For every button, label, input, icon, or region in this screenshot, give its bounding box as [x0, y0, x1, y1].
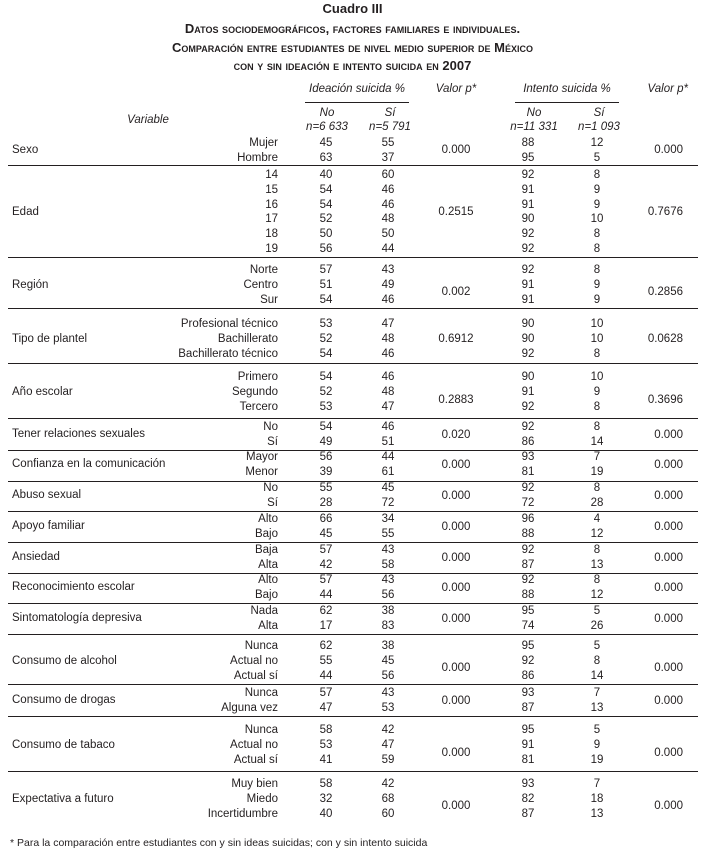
- p-value-intento: 0.000: [654, 662, 683, 674]
- intento-si-value: 7: [593, 778, 601, 790]
- ideacion-no-value: 55: [319, 654, 333, 667]
- intento-no-value: 88: [521, 137, 535, 149]
- ideacion-si-value: 43: [381, 264, 395, 276]
- category-label: 17: [265, 213, 278, 226]
- intento-si-value: 13: [590, 701, 604, 714]
- column-header-intento-no: No: [526, 107, 542, 119]
- ideacion-no-value: 40: [319, 169, 333, 181]
- intento-underline: [515, 102, 619, 103]
- ideacion-no-value: 40: [319, 807, 333, 820]
- p-value-intento: 0.000: [654, 800, 683, 812]
- ideacion-underline: [305, 102, 409, 103]
- intento-no-value: 95: [521, 151, 535, 164]
- intento-si-value: 8: [593, 243, 601, 255]
- ideacion-no-value: 57: [319, 544, 333, 556]
- intento-no-value: 91: [521, 278, 535, 291]
- ideacion-si-value: 56: [381, 588, 395, 601]
- ideacion-si-n: n=5 791: [369, 121, 411, 133]
- intento-si-value: 5: [593, 640, 601, 652]
- variable-label: Ansiedad: [12, 551, 60, 564]
- intento-si-value: 9: [593, 738, 601, 751]
- category-label: Actual no: [230, 738, 278, 751]
- ideacion-no-value: 58: [319, 778, 333, 790]
- group-divider: [8, 418, 698, 419]
- category-label: Tercero: [239, 400, 278, 413]
- ideacion-no-value: 54: [319, 371, 333, 383]
- p-value-ideacion: 0.002: [441, 286, 471, 298]
- ideacion-si-value: 38: [381, 605, 395, 617]
- variable-label: Tener relaciones sexuales: [12, 428, 145, 441]
- variable-label: Consumo de alcohol: [12, 654, 117, 667]
- ideacion-si-value: 83: [381, 619, 395, 632]
- intento-no-value: 93: [521, 687, 535, 699]
- p-value-ideacion: 0.6912: [438, 333, 474, 345]
- intento-no-value: 92: [521, 421, 535, 433]
- p-value-ideacion: 0.2515: [438, 206, 474, 218]
- intento-no-value: 92: [521, 264, 535, 276]
- intento-no-value: 90: [521, 371, 535, 383]
- ideacion-no-value: 32: [319, 792, 333, 805]
- ideacion-no-value: 47: [319, 701, 333, 714]
- ideacion-si-value: 45: [381, 482, 395, 494]
- ideacion-no-value: 54: [319, 183, 333, 196]
- ideacion-no-value: 39: [319, 465, 333, 478]
- variable-label: Reconocimiento escolar: [12, 581, 135, 594]
- ideacion-no-value: 62: [319, 605, 333, 617]
- intento-no-value: 87: [521, 807, 535, 820]
- variable-label: Consumo de tabaco: [12, 738, 115, 751]
- category-label: Sí: [267, 496, 278, 509]
- ideacion-no-value: 57: [319, 264, 333, 276]
- intento-no-value: 95: [521, 724, 535, 736]
- variable-label: Tipo de plantel: [12, 332, 88, 345]
- intento-no-value: 92: [521, 544, 535, 556]
- p-value-intento: 0.7676: [647, 206, 683, 218]
- p-value-intento: 0.000: [654, 429, 683, 441]
- p-value-ideacion: 0.000: [441, 800, 471, 812]
- ideacion-si-value: 46: [381, 347, 395, 360]
- intento-no-value: 92: [521, 243, 535, 255]
- variable-label: Sexo: [12, 144, 39, 157]
- ideacion-si-value: 43: [381, 574, 395, 586]
- p-value-intento: 0.0628: [647, 333, 683, 345]
- group-divider: [8, 257, 698, 258]
- ideacion-no-value: 63: [319, 151, 333, 164]
- category-label: Norte: [249, 264, 278, 276]
- ideacion-si-value: 47: [381, 738, 395, 751]
- p-value-intento: 0.000: [654, 459, 683, 471]
- category-label: Bachillerato: [217, 332, 278, 345]
- ideacion-si-value: 55: [381, 527, 395, 540]
- p-value-ideacion: 0.2883: [438, 394, 474, 406]
- p-value-intento: 0.000: [654, 552, 683, 564]
- intento-si-value: 10: [590, 318, 604, 330]
- ideacion-no-n: n=6 633: [306, 121, 348, 133]
- ideacion-si-value: 44: [381, 243, 395, 255]
- intento-si-value: 10: [590, 332, 604, 345]
- intento-si-value: 8: [593, 421, 601, 433]
- column-header-ideacion-si: Sí: [384, 107, 396, 119]
- column-header-valor-p-intento: Valor p*: [647, 83, 688, 95]
- intento-no-value: 95: [521, 640, 535, 652]
- intento-si-value: 7: [593, 687, 601, 699]
- intento-no-value: 90: [521, 332, 535, 345]
- ideacion-si-value: 60: [381, 169, 395, 181]
- intento-no-value: 90: [521, 318, 535, 330]
- intento-si-value: 13: [590, 558, 604, 571]
- ideacion-no-value: 44: [319, 588, 333, 601]
- variable-label: Confianza en la comunicación: [12, 458, 166, 471]
- table-title-line-2: Comparación entre estudiantes de nivel medio superior de México: [172, 40, 533, 55]
- intento-si-value: 9: [593, 183, 601, 196]
- intento-si-value: 7: [593, 451, 601, 463]
- intento-si-value: 9: [593, 278, 601, 291]
- ideacion-no-value: 62: [319, 640, 333, 652]
- category-label: Miedo: [246, 792, 278, 805]
- ideacion-si-value: 55: [381, 137, 395, 149]
- ideacion-no-value: 53: [319, 318, 333, 330]
- category-label: Muy bien: [231, 778, 278, 790]
- intento-si-value: 18: [590, 792, 604, 805]
- intento-si-value: 8: [593, 228, 601, 241]
- intento-no-value: 88: [521, 527, 535, 540]
- category-label: Centro: [243, 278, 278, 291]
- ideacion-no-value: 52: [319, 332, 333, 345]
- category-label: Baja: [254, 544, 278, 556]
- ideacion-no-value: 42: [319, 558, 333, 571]
- category-label: Hombre: [237, 151, 278, 164]
- intento-no-value: 92: [521, 228, 535, 241]
- intento-si-value: 5: [593, 724, 601, 736]
- group-divider: [8, 771, 698, 772]
- intento-si-value: 19: [590, 465, 604, 478]
- ideacion-no-value: 54: [319, 293, 333, 306]
- intento-no-value: 91: [521, 385, 535, 398]
- ideacion-no-value: 57: [319, 687, 333, 699]
- ideacion-no-value: 52: [319, 213, 333, 226]
- ideacion-si-value: 50: [381, 228, 395, 241]
- intento-si-value: 28: [590, 496, 604, 509]
- ideacion-no-value: 17: [319, 619, 333, 632]
- intento-no-value: 86: [521, 669, 535, 682]
- ideacion-no-value: 54: [319, 421, 333, 433]
- group-divider: [8, 308, 698, 309]
- category-label: 18: [265, 228, 278, 241]
- column-header-valor-p-ideacion: Valor p*: [435, 83, 477, 95]
- intento-si-value: 8: [593, 654, 601, 667]
- category-label: Profesional técnico: [180, 318, 278, 330]
- p-value-ideacion: 0.000: [441, 490, 471, 502]
- ideacion-no-value: 51: [319, 278, 333, 291]
- category-label: Sur: [260, 293, 278, 306]
- p-value-intento: 0.000: [654, 144, 683, 156]
- p-value-intento: 0.000: [654, 695, 683, 707]
- intento-no-value: 93: [521, 451, 535, 463]
- intento-no-value: 95: [521, 605, 535, 617]
- table-caption: Cuadro III: [322, 1, 383, 16]
- ideacion-no-value: 50: [319, 228, 333, 241]
- ideacion-no-value: 28: [319, 496, 333, 509]
- intento-no-value: 91: [521, 198, 535, 211]
- ideacion-no-value: 57: [319, 574, 333, 586]
- intento-no-value: 86: [521, 435, 535, 448]
- intento-no-value: 91: [521, 293, 535, 306]
- category-label: Sí: [267, 435, 278, 448]
- intento-si-value: 13: [590, 807, 604, 820]
- p-value-intento: 0.3696: [647, 394, 683, 406]
- category-label: Alta: [258, 619, 278, 632]
- column-header-variable: Variable: [127, 114, 169, 126]
- variable-label: Expectativa a futuro: [12, 792, 114, 805]
- intento-si-value: 12: [590, 588, 604, 601]
- category-label: 14: [265, 169, 278, 181]
- group-divider: [8, 684, 698, 685]
- category-label: Nunca: [244, 687, 278, 699]
- ideacion-si-value: 47: [381, 318, 395, 330]
- ideacion-si-value: 47: [381, 400, 395, 413]
- category-label: Actual sí: [233, 669, 278, 682]
- ideacion-no-value: 45: [319, 527, 333, 540]
- intento-si-value: 19: [590, 753, 604, 766]
- p-value-intento: 0.000: [654, 613, 683, 625]
- ideacion-si-value: 43: [381, 544, 395, 556]
- column-header-ideacion: Ideación suicida %: [309, 83, 405, 95]
- intento-no-value: 96: [521, 513, 535, 525]
- intento-si-value: 8: [593, 347, 601, 360]
- ideacion-no-value: 53: [319, 400, 333, 413]
- ideacion-si-value: 34: [381, 513, 395, 525]
- ideacion-no-value: 53: [319, 738, 333, 751]
- p-value-intento: 0.000: [654, 490, 683, 502]
- category-label: Nunca: [244, 640, 278, 652]
- group-divider: [8, 165, 698, 166]
- ideacion-no-value: 54: [319, 347, 333, 360]
- category-label: 19: [265, 243, 278, 255]
- intento-no-value: 91: [521, 183, 535, 196]
- p-value-intento: 0.000: [654, 521, 683, 533]
- intento-si-value: 8: [593, 400, 601, 413]
- ideacion-si-value: 44: [381, 451, 395, 463]
- intento-no-value: 72: [521, 496, 535, 509]
- intento-no-value: 92: [521, 654, 535, 667]
- ideacion-si-value: 51: [381, 435, 395, 448]
- intento-no-value: 90: [521, 213, 535, 226]
- p-value-intento: 0.000: [654, 747, 683, 759]
- ideacion-si-value: 72: [381, 496, 395, 509]
- ideacion-si-value: 46: [381, 421, 395, 433]
- ideacion-no-value: 41: [319, 753, 333, 766]
- footnote: * Para la comparación entre estudiantes con y sin ideas suicidas; con y sin intento suicida: [10, 837, 428, 849]
- category-label: Alto: [258, 574, 278, 586]
- ideacion-no-value: 55: [319, 482, 333, 494]
- intento-no-n: n=11 331: [510, 121, 558, 133]
- ideacion-si-value: 46: [381, 371, 395, 383]
- intento-no-value: 87: [521, 558, 535, 571]
- intento-si-value: 26: [590, 619, 604, 632]
- variable-label: Región: [12, 278, 49, 291]
- category-label: Actual sí: [233, 753, 278, 766]
- intento-si-value: 5: [593, 605, 601, 617]
- ideacion-si-value: 43: [381, 687, 395, 699]
- category-label: Mayor: [246, 451, 278, 463]
- intento-no-value: 91: [521, 738, 535, 751]
- intento-no-value: 82: [521, 792, 535, 805]
- intento-si-value: 5: [593, 151, 601, 164]
- p-value-ideacion: 0.000: [441, 582, 471, 594]
- ideacion-no-value: 66: [319, 513, 333, 525]
- p-value-intento: 0.2856: [647, 286, 683, 298]
- table-title-line-3: con y sin ideación e intento suicida en 2007: [233, 58, 472, 73]
- ideacion-no-value: 45: [319, 137, 333, 149]
- ideacion-si-value: 37: [381, 151, 395, 164]
- ideacion-si-value: 61: [381, 465, 395, 478]
- variable-label: Edad: [12, 206, 39, 218]
- intento-si-value: 14: [590, 669, 604, 682]
- intento-no-value: 92: [521, 482, 535, 494]
- ideacion-si-value: 48: [381, 385, 395, 398]
- intento-no-value: 87: [521, 701, 535, 714]
- intento-si-value: 8: [593, 544, 601, 556]
- ideacion-si-value: 58: [381, 558, 395, 571]
- ideacion-no-value: 52: [319, 385, 333, 398]
- ideacion-si-value: 48: [381, 332, 395, 345]
- p-value-ideacion: 0.000: [441, 613, 471, 625]
- intento-si-value: 10: [590, 213, 604, 226]
- intento-si-value: 12: [590, 137, 604, 149]
- ideacion-si-value: 46: [381, 293, 395, 306]
- intento-si-value: 8: [593, 169, 601, 181]
- column-header-intento-si: Sí: [593, 107, 605, 119]
- variable-label: Abuso sexual: [12, 489, 82, 502]
- category-label: Actual no: [230, 654, 278, 667]
- category-label: Primero: [237, 371, 278, 383]
- intento-si-value: 8: [593, 482, 601, 494]
- intento-no-value: 92: [521, 169, 535, 181]
- intento-no-value: 93: [521, 778, 535, 790]
- ideacion-si-value: 53: [381, 701, 395, 714]
- variable-label: Sintomatología depresiva: [12, 612, 142, 625]
- ideacion-si-value: 45: [381, 654, 395, 667]
- ideacion-no-value: 56: [319, 243, 333, 255]
- p-value-ideacion: 0.000: [441, 662, 471, 674]
- column-header-intento: Intento suicida %: [523, 83, 611, 95]
- category-label: 15: [265, 183, 278, 196]
- category-label: Bajo: [254, 527, 278, 540]
- category-label: No: [263, 421, 278, 433]
- p-value-ideacion: 0.000: [441, 521, 471, 533]
- intento-no-value: 92: [521, 574, 535, 586]
- category-label: No: [263, 482, 278, 494]
- ideacion-si-value: 49: [381, 278, 395, 291]
- intento-no-value: 92: [521, 400, 535, 413]
- column-header-ideacion-no: No: [319, 107, 335, 119]
- variable-label: Año escolar: [12, 385, 73, 398]
- p-value-ideacion: 0.020: [441, 429, 471, 441]
- intento-si-value: 4: [593, 513, 601, 525]
- ideacion-no-value: 58: [319, 724, 333, 736]
- category-label: Alguna vez: [221, 701, 278, 714]
- intento-si-value: 8: [593, 574, 601, 586]
- ideacion-no-value: 49: [319, 435, 333, 448]
- ideacion-si-value: 48: [381, 213, 395, 226]
- ideacion-si-value: 60: [381, 807, 395, 820]
- p-value-ideacion: 0.000: [441, 144, 471, 156]
- category-label: Segundo: [231, 385, 278, 398]
- ideacion-no-value: 44: [319, 669, 333, 682]
- ideacion-si-value: 46: [381, 183, 395, 196]
- p-value-ideacion: 0.000: [441, 747, 471, 759]
- category-label: Alta: [258, 558, 278, 571]
- p-value-ideacion: 0.000: [441, 695, 471, 707]
- ideacion-si-value: 56: [381, 669, 395, 682]
- group-divider: [8, 716, 698, 717]
- intento-no-value: 74: [521, 619, 535, 632]
- category-label: 16: [265, 198, 278, 211]
- variable-label: Apoyo familiar: [12, 520, 85, 533]
- intento-si-value: 10: [590, 371, 604, 383]
- ideacion-si-value: 59: [381, 753, 395, 766]
- group-divider: [8, 634, 698, 635]
- intento-si-n: n=1 093: [578, 121, 620, 133]
- intento-si-value: 9: [593, 198, 601, 211]
- ideacion-si-value: 68: [381, 792, 395, 805]
- intento-si-value: 9: [593, 293, 601, 306]
- p-value-ideacion: 0.000: [441, 459, 471, 471]
- intento-si-value: 9: [593, 385, 601, 398]
- intento-no-value: 81: [521, 465, 535, 478]
- category-label: Nunca: [244, 724, 278, 736]
- ideacion-no-value: 54: [319, 198, 333, 211]
- group-divider: [8, 363, 698, 364]
- ideacion-si-value: 38: [381, 640, 395, 652]
- ideacion-si-value: 42: [381, 778, 395, 790]
- intento-no-value: 81: [521, 753, 535, 766]
- ideacion-si-value: 46: [381, 198, 395, 211]
- p-value-ideacion: 0.000: [441, 552, 471, 564]
- table-title-line-1: Datos sociodemográficos, factores familiares e individuales.: [184, 21, 521, 36]
- variable-label: Consumo de drogas: [12, 694, 116, 707]
- ideacion-si-value: 42: [381, 724, 395, 736]
- intento-si-value: 8: [593, 264, 601, 276]
- category-label: Incertidumbre: [207, 807, 278, 820]
- category-label: Nada: [250, 605, 278, 617]
- category-label: Bachillerato técnico: [178, 347, 278, 360]
- p-value-intento: 0.000: [654, 582, 683, 594]
- intento-si-value: 14: [590, 435, 604, 448]
- category-label: Mujer: [249, 137, 278, 149]
- category-label: Bajo: [254, 588, 278, 601]
- category-label: Alto: [258, 513, 278, 525]
- category-label: Menor: [245, 465, 278, 478]
- ideacion-no-value: 56: [319, 451, 333, 463]
- intento-si-value: 12: [590, 527, 604, 540]
- intento-no-value: 92: [521, 347, 535, 360]
- intento-no-value: 88: [521, 588, 535, 601]
